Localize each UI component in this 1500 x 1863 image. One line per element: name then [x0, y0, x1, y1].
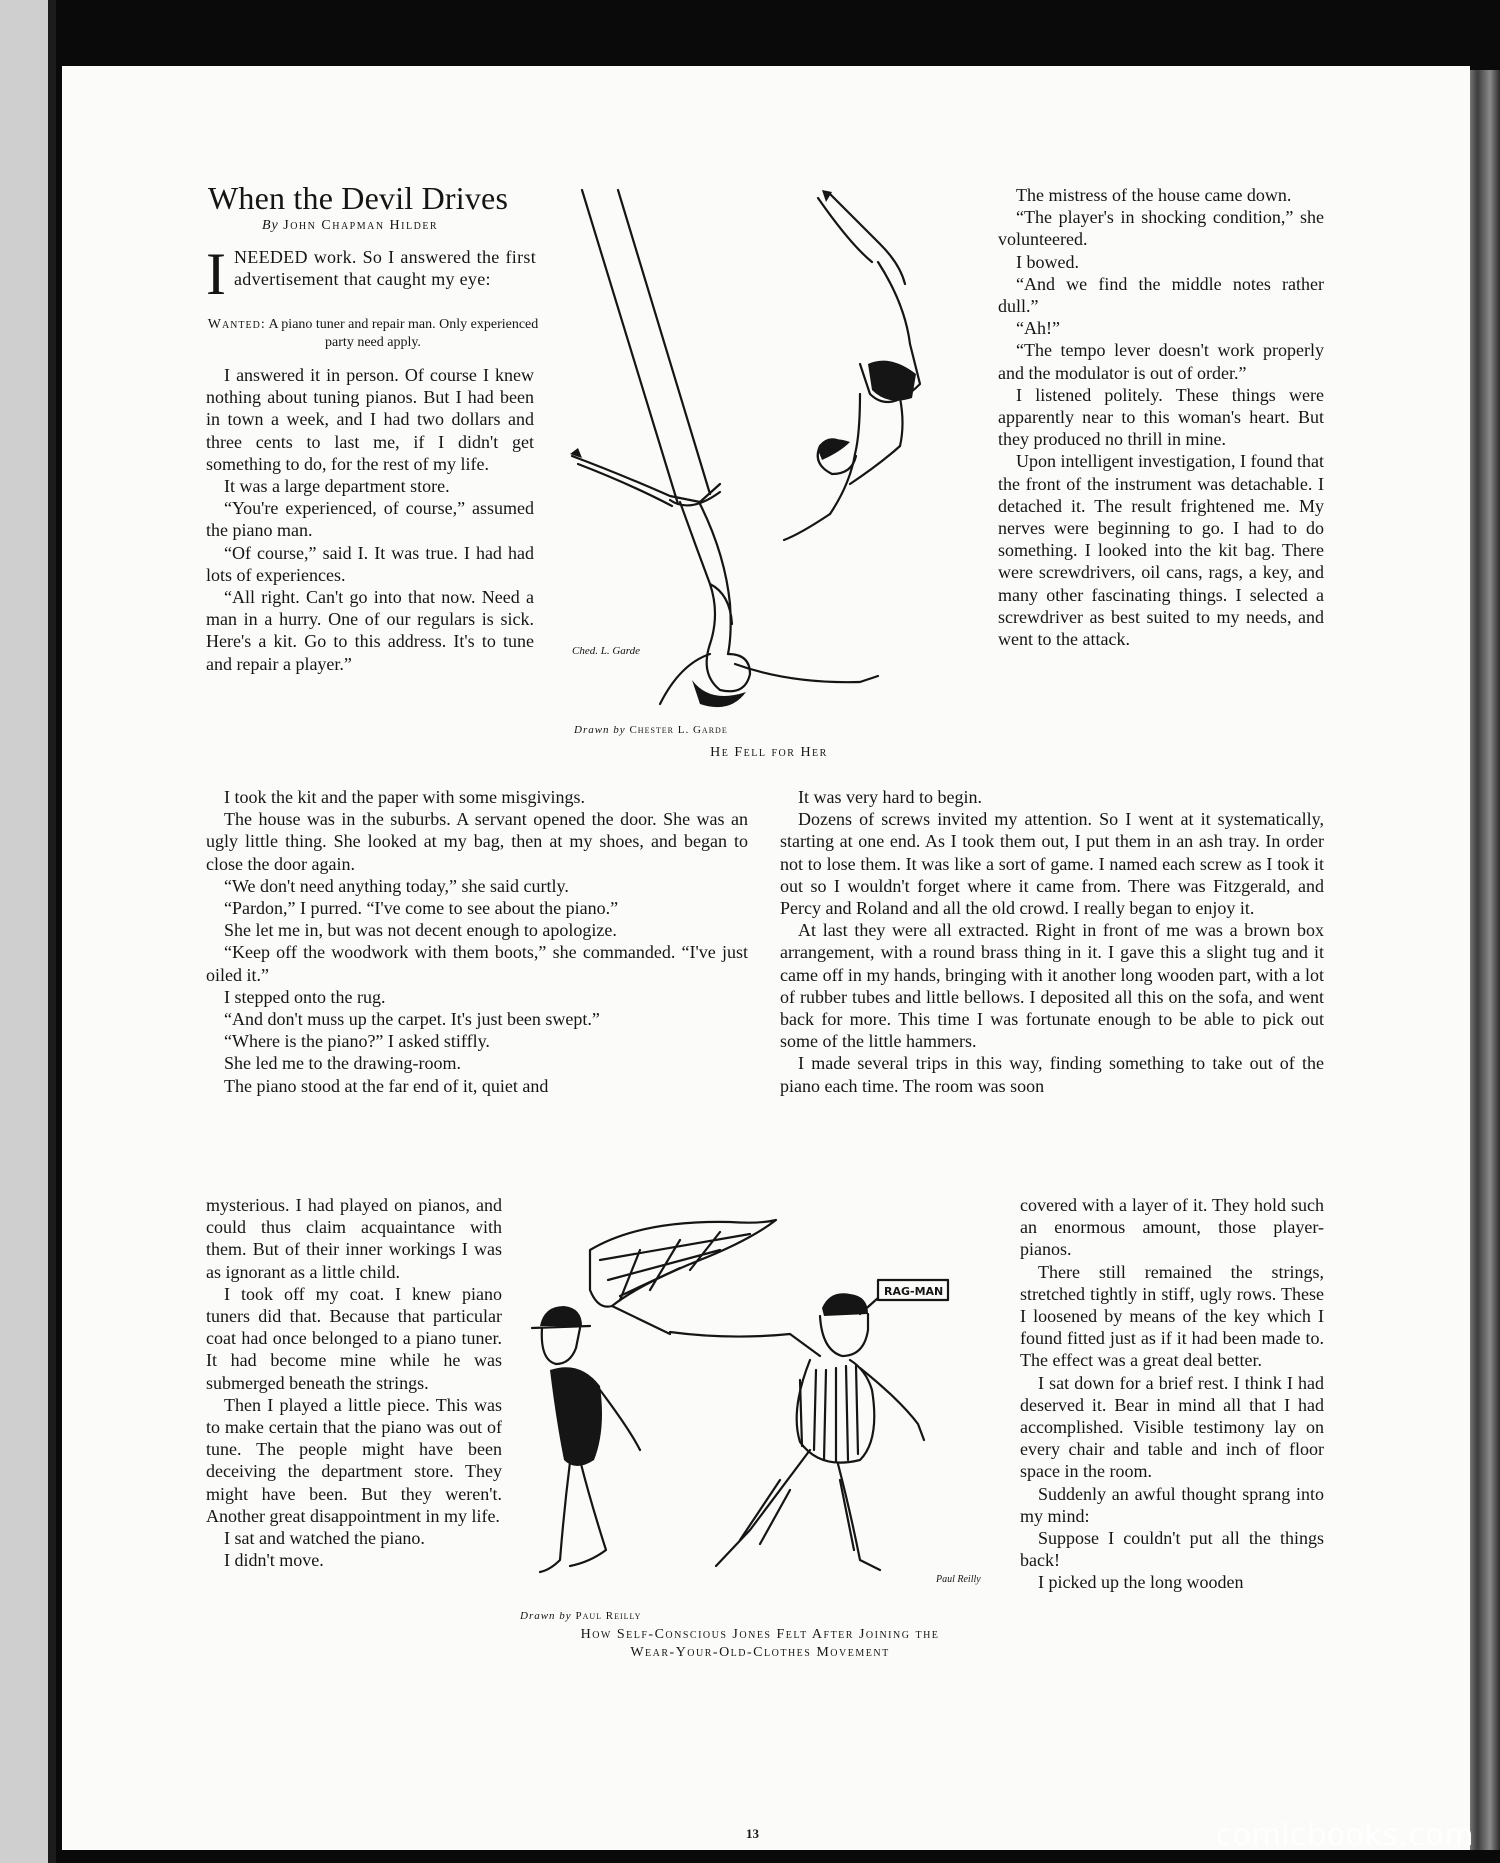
column-left-middle	[206, 786, 748, 1196]
paragraph: “And we find the middle notes rather dull.”	[998, 273, 1324, 317]
paragraph: Then I played a little piece. This was to make certain that the piano was out of tune. The people might have been deceiving the department store. They might have been. But they weren't. Another great disappointment in my life.	[206, 1394, 502, 1526]
paragraph: She led me to the drawing-room.	[224, 1053, 461, 1074]
column-right-middle	[780, 786, 1324, 1194]
cartoon-caption	[520, 1626, 1000, 1662]
column-right-upper	[998, 184, 1324, 788]
paragraph: I stepped onto the rug.	[224, 986, 386, 1007]
paragraph: I took the kit and the paper with some misgivings.	[224, 787, 585, 807]
jones-figure	[532, 1306, 640, 1572]
wanted-text: A piano tuner and repair man. Only experienced party need apply.	[268, 317, 539, 350]
article-byline	[262, 218, 438, 234]
illustration-credit	[574, 724, 728, 736]
paragraph: I sat down for a brief rest. I think I had deserved it. Bear in mind all that I had accomplished. Visible testimony lay on every chair and table and inch of floor space in the room.	[1020, 1372, 1324, 1482]
paragraph: The piano stood at the far end of it, quiet and	[224, 1075, 549, 1096]
credit-name: Chester L. Garde	[629, 724, 728, 736]
paragraph: I answered it in person. Of course I knew nothing about tuning pianos. But I had been in town a week, and I had two dollars and three cents to last me, if I didn't get something to do, for the rest of my life.	[206, 365, 534, 474]
paragraph: It was very hard to begin.	[798, 787, 982, 807]
paragraph: I didn't move.	[224, 1550, 324, 1571]
trapeze-illustration	[560, 184, 980, 724]
intro-text: NEEDED work. So I answered the first advertisement that caught my eye:	[233, 247, 536, 290]
paragraph: mysterious. I had played on pianos, and could thus claim acquaintance with them. But of their inner workings I was as ignorant as a little child.	[206, 1195, 502, 1282]
byline-author: John Chapman Hilder	[283, 218, 439, 233]
paragraph: It was a large department store.	[224, 476, 450, 497]
paragraph: “Where is the piano?” I asked stiffly.	[224, 1031, 490, 1052]
paragraph: The mistress of the house came down.	[1016, 185, 1292, 205]
paragraph: “We don't need anything today,” she said curtly.	[224, 875, 569, 896]
paragraph: I sat and watched the piano.	[224, 1528, 425, 1549]
paragraph: “Ah!”	[1016, 318, 1060, 339]
credit-prefix: Drawn by	[574, 724, 626, 736]
rag-man-figure	[670, 1293, 924, 1570]
paragraph: “You're experienced, of course,” assumed the piano man.	[206, 498, 534, 541]
falling-woman-figure	[570, 448, 878, 707]
page-number: 13	[746, 1826, 759, 1841]
paragraph: She let me in, but was not decent enough to apologize.	[224, 920, 617, 941]
paragraph: “The player's in shocking condition,” she volunteered.	[998, 207, 1324, 250]
diving-man-figure	[784, 190, 920, 540]
rag-man-cartoon	[520, 1210, 1010, 1598]
paragraph: “Of course,” said I. It was true. I had had lots of experiences.	[206, 542, 534, 585]
wanted-label: Wanted:	[207, 317, 266, 332]
credit-name: Paul Reilly	[575, 1610, 642, 1622]
paragraph: “The tempo lever doesn't work properly and the modulator is out of order.”	[998, 340, 1324, 383]
paragraph: I made several trips in this way, finding something to take out of the piano each time. The room was soon	[780, 1053, 1324, 1096]
paragraph: “And don't muss up the carpet. It's just been swept.”	[224, 1009, 600, 1030]
column-left-upper	[206, 364, 534, 784]
adjacent-page-edge	[0, 0, 56, 1863]
paragraph: I bowed.	[1016, 251, 1079, 272]
paragraph: Dozens of screws invited my attention. So I went at it systematically, starting at one end. As I took them out, I put them in an ash tray. In order not to lose them. It was like a sort of game. I named each screw as I took it out so I wouldn't forget where it came from. There was Fitzgerald, and Percy and Roland and all the old crowd. I really began to enjoy it.	[780, 809, 1324, 919]
paragraph: Suppose I couldn't put all the things back!	[1020, 1528, 1324, 1571]
drop-cap: I	[206, 241, 226, 307]
cartoon-credit	[520, 1610, 641, 1622]
wanted-ad	[206, 316, 540, 352]
paragraph: I took off my coat. I knew piano tuners did that. Because that particular coat had once belonged to a piano tuner. It had become mine while he was submerged beneath the strings.	[206, 1283, 502, 1393]
caption-line: Wear-Your-Old-Clothes Movement	[630, 1645, 890, 1660]
column-right-lower	[1020, 1194, 1324, 1674]
paragraph: “Pardon,” I purred. “I've come to see about the piano.”	[224, 898, 619, 919]
caption-line: How Self-Conscious Jones Felt After Joining the	[580, 1627, 940, 1642]
trapeze-ropes	[582, 190, 720, 505]
paragraph: Suddenly an awful thought sprang into my mind:	[1020, 1483, 1324, 1526]
paragraph: “All right. Can't go into that now. Need a man in a hurry. One of our regulars is sick. Here's a kit. Go to this address. It's to tune and repair a player.”	[206, 587, 534, 674]
byline-prefix: By	[262, 218, 279, 233]
watermark: comicbooks.com	[1215, 1818, 1474, 1853]
paragraph: At last they were all extracted. Right in front of me was a brown box arrangement, with a round brass thing in it. I gave this a slight tug and it came off in my hands, bringing with it another long wooden part, with a lot of rubber tubes and little bellows. I deposited all this on the sofa, and went back for more. This time I was fortunate enough to be able to pick out some of the little hammers.	[780, 920, 1324, 1052]
paragraph: “Keep off the woodwork with them boots,” she commanded. “I've just oiled it.”	[206, 942, 748, 985]
rag-man-sign	[860, 1280, 948, 1314]
paragraph: Upon intelligent investigation, I found that the front of the instrument was detachable. I detached it. The result frightened me. My nerves were beginning to go. I had to do something. I looked into the kit bag. There were screwdrivers, oil cans, rags, a key, and many other fascinating things. I selected a screwdriver as best suited to my needs, and went to the attack.	[998, 451, 1324, 650]
paragraph: covered with a layer of it. They hold such an enormous amount, those player-pianos.	[1020, 1195, 1324, 1260]
credit-prefix: Drawn by	[520, 1610, 572, 1622]
paragraph: I listened politely. These things were apparently near to this woman's heart. But they produced no thrill in mine.	[998, 384, 1324, 450]
paragraph: There still remained the strings, stretched tightly in stiff, ugly rows. These I loosened by means of the key which I found fitted just as if it had been made to. The effect was a great deal better.	[1020, 1261, 1324, 1371]
article-intro	[206, 241, 536, 307]
paragraph: I picked up the long wooden	[1038, 1572, 1244, 1593]
cartoonist-signature: Paul Reilly	[936, 1574, 981, 1585]
illustration-caption: He Fell for Her	[710, 745, 828, 760]
sign-label: RAG-MAN	[884, 1285, 944, 1298]
artist-signature: Ched. L. Garde	[572, 645, 641, 657]
paragraph: The house was in the suburbs. A servant opened the door. She was an ugly little thing. She looked at my bag, then at my shoes, and began to close the door again.	[206, 809, 748, 874]
butterfly-net	[590, 1220, 776, 1334]
article-title: When the Devil Drives	[208, 180, 509, 216]
column-left-lower	[206, 1194, 502, 1674]
